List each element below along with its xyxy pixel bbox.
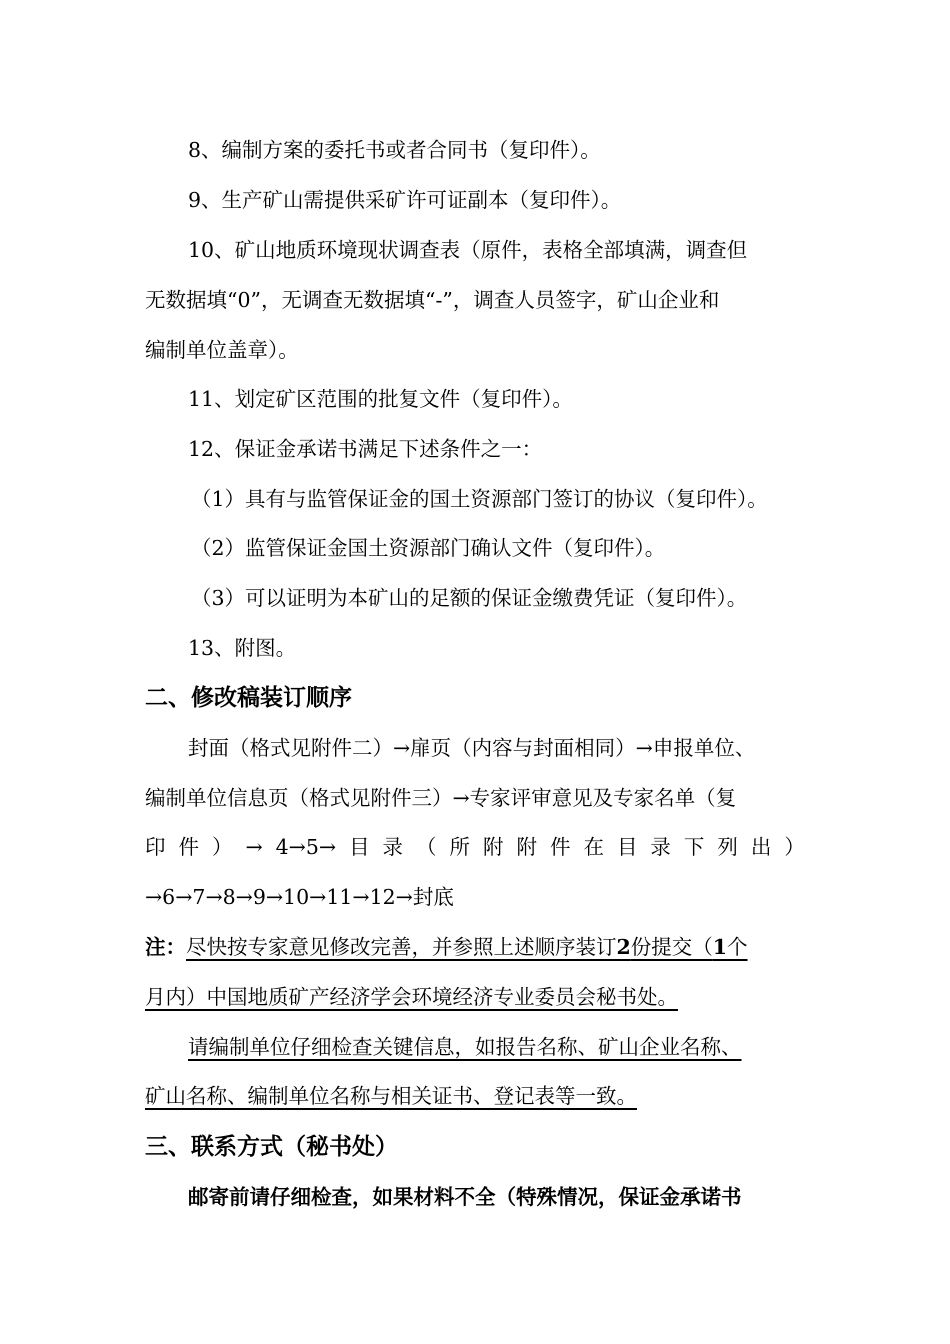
section-2-heading: 二、修改稿装订顺序 [145,684,352,711]
section-3-heading: 三、联系方式（秘书处） [145,1133,398,1160]
list-item-8: 8、编制方案的委托书或者合同书（复印件）。 [188,138,601,162]
note-text-part: 个 [727,935,748,959]
note-month: 1 [712,935,728,959]
list-item-10-line-3: 编制单位盖章）。 [145,338,299,362]
note-text-part: 尽快按专家意见修改完善，并参照上述顺序装订 [186,935,617,959]
binding-order-char: 列 [717,835,738,859]
binding-order-char: 目 [616,835,638,859]
check-text-line-1: 请编制单位仔细检查关键信息，如报告名称、矿山企业名称、 [188,1035,742,1059]
note-text-line-2: 月内）中国地质矿产经济学会环境经济专业委员会秘书处。 [145,985,678,1009]
binding-order-line-2: 编制单位信息页（格式见附件三）→专家评审意见及专家名单（复 [145,786,737,810]
contact-line-1: 邮寄前请仔细检查，如果材料不全（特殊情况，保证金承诺书 [188,1185,742,1209]
note-line-1 [145,933,817,961]
binding-order-char: ） [784,835,805,859]
list-item-9: 9、生产矿山需提供采矿许可证副本（复印件）。 [188,188,622,212]
binding-order-char: 4→5→ [275,835,337,859]
check-line-1 [188,1033,818,1061]
binding-order-char: 下 [683,835,705,859]
binding-order-char: （ [416,835,437,859]
check-line-2 [145,1082,817,1110]
binding-order-char: 出 [750,835,772,859]
note-copies: 2 [616,935,631,959]
note-label: 注： [145,935,186,959]
binding-order-char: 附 [483,835,504,859]
list-item-11: 11、划定矿区范围的批复文件（复印件）。 [188,387,573,411]
list-item-12-sub-3: （3）可以证明为本矿山的足额的保证金缴费凭证（复印件）。 [191,586,748,610]
binding-order-char: 录 [650,835,671,859]
binding-order-char: 在 [583,835,604,859]
note-line-2 [145,983,817,1011]
binding-order-char: 所 [449,835,471,859]
list-item-10-line-2: 无数据填“0”，无调查无数据填“-”，调查人员签字，矿山企业和 [145,288,720,312]
binding-order-line-3 [145,833,805,861]
binding-order-char: 附 [516,835,537,859]
binding-order-char: ） [211,835,233,859]
list-item-10-line-1: 10、矿山地质环境现状调查表（原件，表格全部填满，调查但 [188,238,748,262]
binding-order-line-1: 封面（格式见附件二）→扉页（内容与封面相同）→申报单位、 [188,736,756,760]
list-item-12-sub-1: （1）具有与监管保证金的国土资源部门签订的协议（复印件）。 [191,487,768,511]
binding-order-line-4: →6→7→8→9→10→11→12→封底 [145,885,454,909]
list-item-12: 12、保证金承诺书满足下述条件之一： [188,437,543,461]
note-text [186,935,748,959]
note-text-part: 份提交（ [630,935,713,959]
binding-order-char: 件 [178,835,199,859]
binding-order-char: 目 [349,835,370,859]
binding-order-char: → [245,835,263,859]
binding-order-char: 录 [382,835,404,859]
list-item-12-sub-2: （2）监管保证金国土资源部门确认文件（复印件）。 [191,536,666,560]
binding-order-char: 印 [145,835,166,859]
check-text-line-2: 矿山名称、编制单位名称与相关证书、登记表等一致。 [145,1084,637,1108]
list-item-13: 13、附图。 [188,636,297,660]
binding-order-char: 件 [549,835,571,859]
